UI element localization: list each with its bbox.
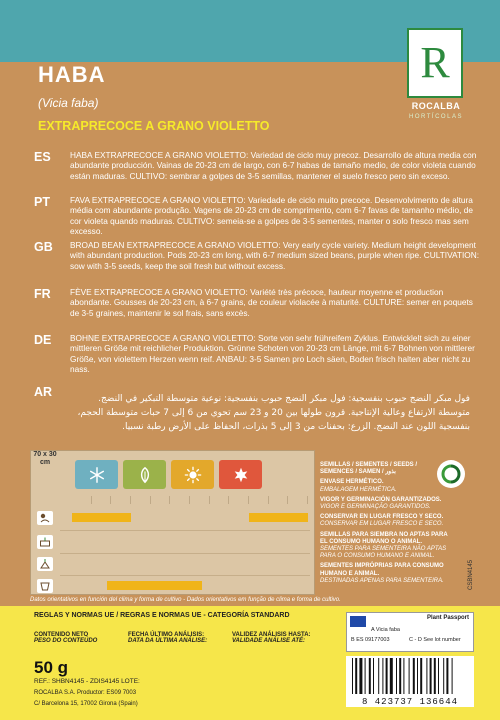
- seedbed-icon: [37, 535, 53, 549]
- brand-subtitle: HORTÍCOLAS: [409, 114, 463, 120]
- month-strip: [72, 496, 308, 504]
- eu-flag-icon: [350, 616, 366, 627]
- passport-b: B ES 09177003: [351, 637, 390, 643]
- eu-rules: REGLAS Y NORMAS UE / REGRAS E NORMAS UE - CATEGORÍA STANDARD: [34, 612, 290, 619]
- transplant-icon: [37, 557, 53, 571]
- season-spring: [123, 460, 166, 489]
- lang-text: BOHNE EXTRAPRECOCE A GRANO VIOLETTO: Sorte von sehr frühreifem Zyklus. Entwicklelt sich zu einer mittleren Größe mit reichlicher Produktion. Grünne Schoten von 20-23 cm Länge, mit 6-7 Bohnen von mittlerer Größe, von violettem Herzen wenn reif. ANBAU: 3-5 Samen pro Loch säen, Boden frisch halten aber nicht zu nass.: [70, 333, 475, 374]
- passport-a: A Vicia faba: [371, 627, 400, 633]
- lang-code: DE: [34, 333, 52, 347]
- lang-code: GB: [34, 240, 53, 254]
- footnote: Datos orientativos en función del clima y forma de cultivo - Dados orientativos em função de clima e forma de cultivo.: [30, 597, 341, 603]
- reference: REF.: SHBN4145 - ZDIS4145 LOTE:: [34, 678, 140, 685]
- lang-code: PT: [34, 195, 50, 209]
- address: C/ Barcelona 15, 17002 Girona (Spain): [34, 701, 138, 707]
- brand-name: ROCALBA: [411, 101, 461, 111]
- lang-code-ar: AR: [34, 385, 53, 399]
- winter-icon: [88, 466, 106, 484]
- content-label: CONTENIDO NETO PESO DO CONTEÚDO: [34, 632, 98, 644]
- legend-item: VIGOR Y GERMINACIÓN GARANTIZADOS. VIGOR E GERMINAÇÃO GARANTIDOS.: [320, 496, 442, 511]
- logo-letter: R: [420, 38, 450, 87]
- legend-item: SEMENTES IMPRÓPRIAS PARA CONSUMO HUMANO E ANIMAL. DESTINADAS APENAS PARA SEMENTEIRA.: [320, 563, 444, 584]
- lang-text: FAVA EXTRAPRECOCE A GRANO VIOLETTO: Variedade de ciclo muito precoce. Desenvolvimento de altura média com abundante produção. Vagens de 20-23 cm de comprimento, com 6-7 favas de tamanho médio, de cor violeta quando maduras. CULTIVO: semeia-se a golpes de 3-5 sementes, manter o solo fresco mas sem excesso.: [70, 195, 473, 236]
- calendar-divider: [60, 553, 310, 554]
- side-code: CSBN4145: [468, 559, 474, 590]
- season-winter: [75, 460, 118, 489]
- legend-item: SEMILLAS PARA SIEMBRA NO APTAS PARA EL CONSUMO HUMANO O ANIMAL. SEMENTES PARA SEMENTEIRA NÃO APTAS PARA O CONSUMO HUMANO E ANIMAL.: [320, 531, 448, 560]
- lang-text: FÈVE EXTRAPRECOCE A GRANO VIOLETTO: Variété très précoce, hauteur moyenne et production abondante. Gousses de 20-23 cm, à 6-7 grains, de couleur violacée à maturité. CULTURE: semer en poquets de 3-5 graines, maintenir le sol frais, sans excès.: [70, 287, 473, 318]
- sowing-icon: [37, 511, 53, 525]
- barcode-bars: [346, 656, 474, 696]
- season-autumn: [219, 460, 262, 489]
- calendar-bar: [107, 581, 201, 590]
- lang-text: BROAD BEAN EXTRAPRECOCE A GRANO VIOLETTO: Very early cycle variety. Medium height development with abundant production. Pods 20-23 cm long, with 6-7 medium sized beans, purple when ripe. CULTIVATION: sow with 3-5 seeds, keep the soil fresh but without excess.: [70, 240, 480, 271]
- lang-code: FR: [34, 287, 51, 301]
- lang-code: ES: [34, 150, 51, 164]
- barcode-number: 8 423737 136644: [346, 697, 474, 707]
- passport-c: C - D See lot number: [409, 637, 461, 643]
- plant-passport: [346, 612, 474, 652]
- variety-name: EXTRAPRECOCE A GRANO VIOLETTO: [38, 119, 270, 133]
- rocalba-logo: [407, 28, 463, 98]
- spring-icon: [136, 466, 154, 484]
- summer-icon: [184, 466, 202, 484]
- analysis-date-label: FECHA ÚLTIMO ANÁLISIS: DATA DA ÚLTIMA ANÁLISE:: [128, 632, 208, 644]
- passport-title: Plant Passport: [426, 615, 469, 621]
- harvest-icon: [37, 579, 53, 593]
- calendar-divider: [60, 575, 310, 576]
- product-title: HABA: [38, 62, 106, 87]
- season-summer: [171, 460, 214, 489]
- net-weight: 50 g: [34, 658, 69, 677]
- legend-item: ENVASE HERMÉTICO. EMBALAGEM HERMÉTICA.: [320, 479, 397, 493]
- calendar-divider: [60, 530, 310, 531]
- company: ROCALBA S.A. Productor: ES09 7003: [34, 690, 137, 696]
- legend-item: CONSERVAR EN LUGAR FRESCO Y SECO. CONSERVAR EM LUGAR FRESCO E SECO.: [320, 514, 444, 528]
- validity-label: VALIDEZ ANÁLISIS HASTA: VALIDADE ANÁLISE ATÉ:: [232, 632, 311, 644]
- lang-text-ar: فول مبكر النضج حبوب بنفسجية: فول مبكر النضج حبوب بنفسجية: نوعية متوسطة التبكير في النضج. متوسطة الارتفاع وعالية الإنتاجية. قرون طولها بين 20 و 23 سم تحوي من 6 إلى 7 حبات متوسطة الحجم، بنفسجية اللون عند النضج. الزرع: بحفنات من 3 إلى 5 بذرات، الحفاظ على الأرض رطبة نسبيا.: [77, 394, 470, 432]
- calendar-bar: [249, 513, 308, 522]
- calendar-bar: [72, 513, 131, 522]
- seed-legend: [320, 462, 450, 585]
- plant-spacing: 70 x 30 cm: [33, 451, 57, 466]
- autumn-icon: [232, 466, 250, 484]
- lang-text: HABA EXTRAPRECOCE A GRANO VIOLETTO: Variedad de ciclo muy precoz. Desarrollo de altura media con abundante producción. Vainas de 20-23 cm de largo, con 6-7 habas de tamaño medio, de color violeta cuando están maduras. CULTIVO: sembrar a golpes de 3-5 semillas, mantener el suelo fresco pero sin exceso.: [70, 150, 477, 181]
- green-dot-icon: [437, 460, 465, 488]
- latin-name: (Vicia faba): [38, 96, 99, 110]
- legend-heading: SEMILLAS / SEMENTES / SEEDS / SEMENCES / SAMEN / بذور: [320, 462, 418, 476]
